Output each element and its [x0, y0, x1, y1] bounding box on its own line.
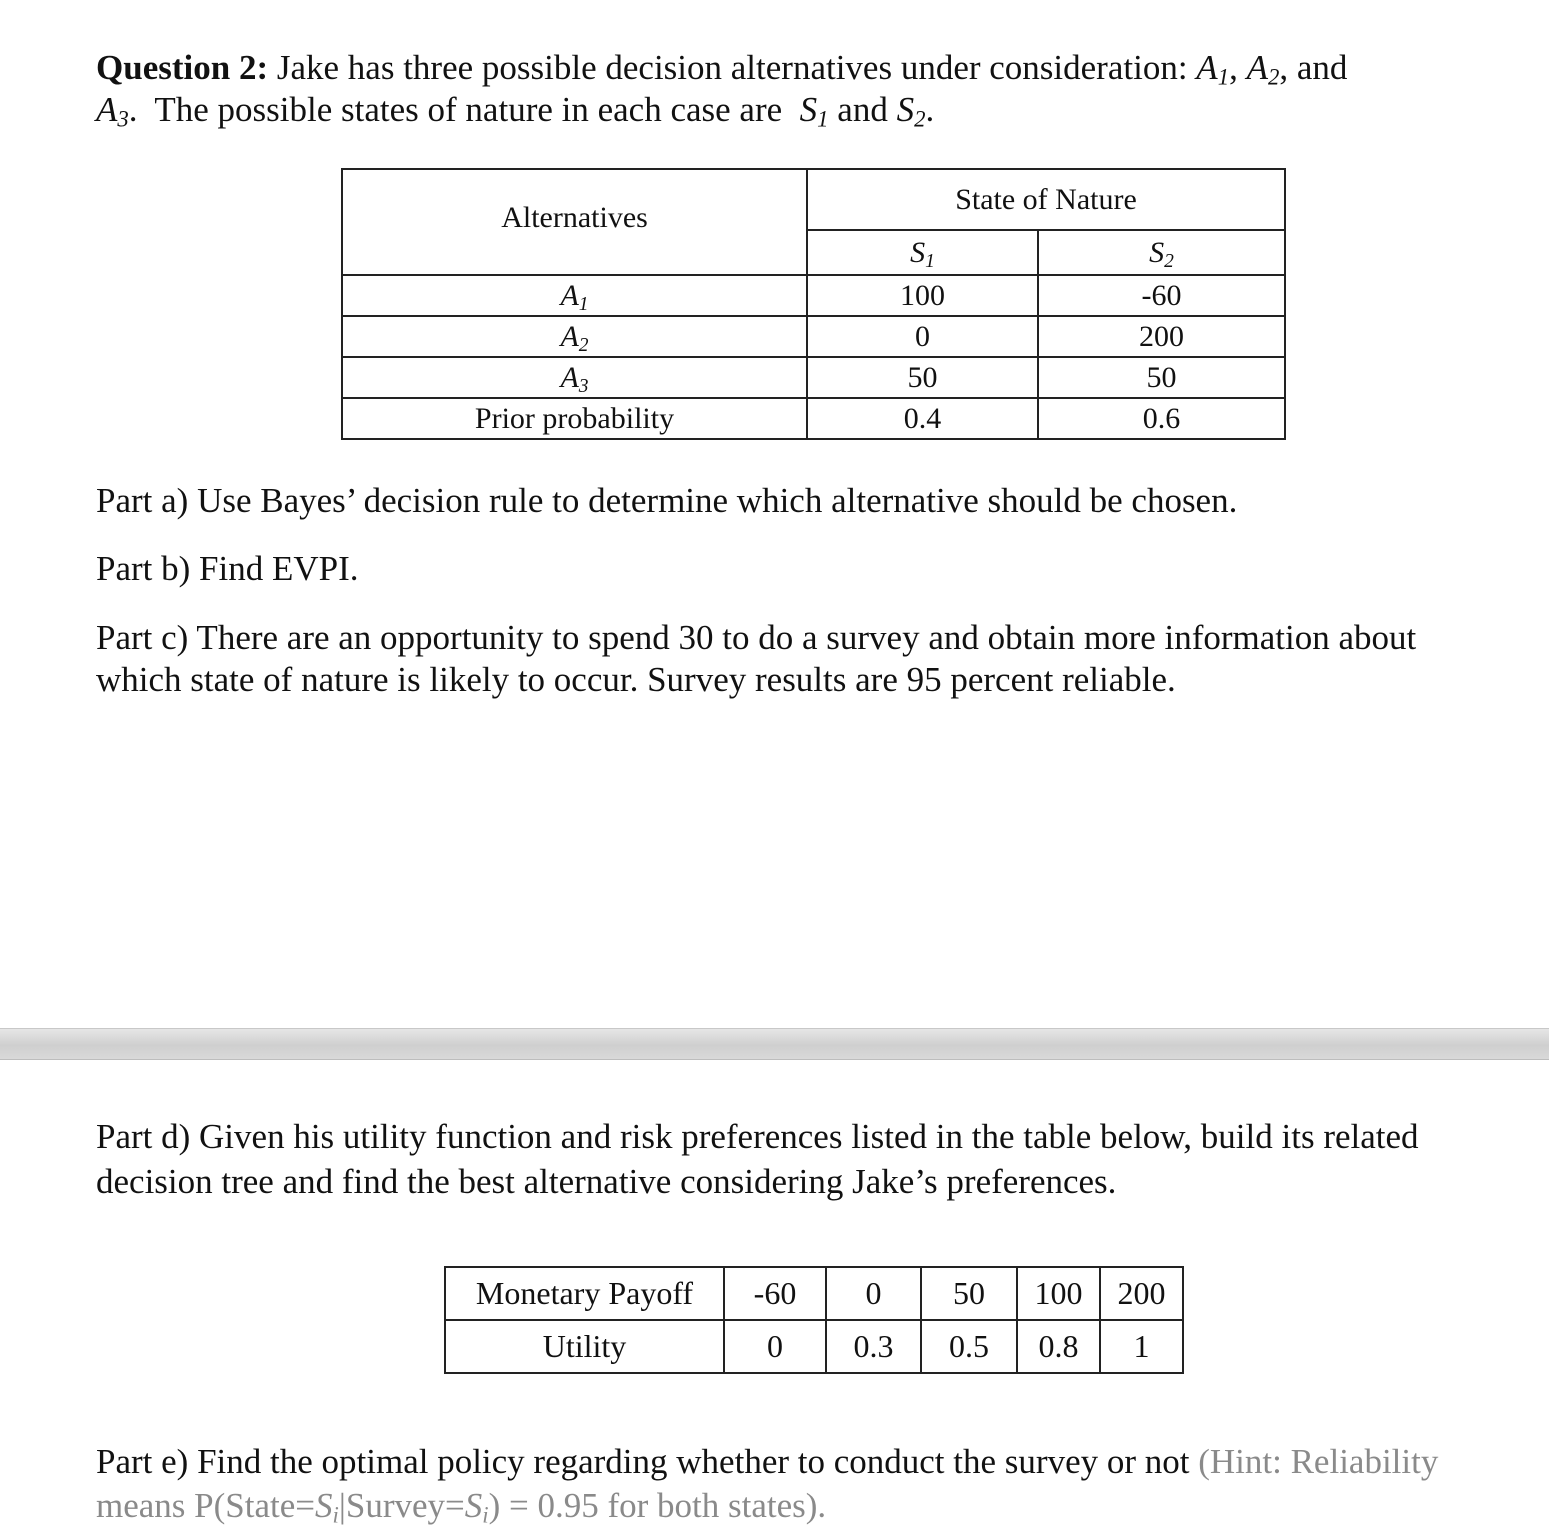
payoff-value: 100	[1017, 1267, 1100, 1320]
question-line-2	[96, 89, 934, 131]
table-row	[342, 357, 1285, 398]
part-b: Part b) Find EVPI.	[96, 549, 359, 588]
period: .	[925, 90, 935, 129]
conjunction: and	[828, 90, 897, 129]
section-divider	[0, 1028, 1549, 1060]
utility-table	[444, 1266, 1184, 1374]
alt-cell: $A_2$	[342, 316, 807, 357]
part-c-line-2: which state of nature is likely to occur. Survey results are 95 percent reliable.	[96, 660, 1176, 699]
payoff-cell: 50	[807, 357, 1038, 398]
question-label: Question 2:	[96, 48, 269, 87]
part-d-line-2: decision tree and find the best alternative considering Jake’s preferences.	[96, 1162, 1117, 1201]
payoff-cell: 200	[1038, 316, 1285, 357]
hint-text: means P(State=	[96, 1486, 316, 1525]
prior-probability-row	[342, 398, 1285, 439]
separator: , and	[1279, 48, 1348, 87]
state-si-symbol: $S_i$	[315, 1486, 339, 1528]
decision-payoff-table	[341, 168, 1286, 440]
payoff-value: 50	[921, 1267, 1017, 1320]
separator: ,	[1229, 48, 1247, 87]
payoff-cell: -60	[1038, 275, 1285, 316]
state-s1-symbol: $S_1$	[799, 90, 829, 132]
payoff-cell: 100	[807, 275, 1038, 316]
header-alternatives: Alternatives	[342, 169, 807, 275]
header-s2: $S_2$	[1038, 230, 1285, 275]
table-row	[342, 316, 1285, 357]
header-state-of-nature: State of Nature	[807, 169, 1285, 230]
part-e-line-2	[96, 1485, 826, 1527]
utility-label: Utility	[445, 1320, 724, 1373]
state-s2-symbol: $S_2$	[896, 90, 926, 132]
alt-cell: $A_1$	[342, 275, 807, 316]
payoff-cell: 50	[1038, 357, 1285, 398]
prior-label: Prior probability	[342, 398, 807, 439]
hint-text: ) = 0.95 for both states).	[488, 1486, 827, 1525]
utility-value: 0	[724, 1320, 826, 1373]
prior-s1: 0.4	[807, 398, 1038, 439]
alt-cell: $A_3$	[342, 357, 807, 398]
payoff-value: -60	[724, 1267, 826, 1320]
part-c-line-1: Part c) There are an opportunity to spend 30 to do a survey and obtain more information about	[96, 618, 1417, 657]
payoff-value: 200	[1100, 1267, 1183, 1320]
payoff-cell: 0	[807, 316, 1038, 357]
question-line-1	[96, 47, 1347, 89]
table-row	[445, 1320, 1183, 1373]
part-e-text: Part e) Find the optimal policy regarding whether to conduct the survey or not	[96, 1442, 1199, 1481]
part-e-hint: (Hint: Reliability	[1198, 1442, 1439, 1481]
alt-a1-symbol: $A_1$	[1196, 48, 1230, 90]
part-a: Part a) Use Bayes’ decision rule to determine which alternative should be chosen.	[96, 481, 1238, 520]
utility-value: 0.5	[921, 1320, 1017, 1373]
hint-text: |Survey=	[338, 1486, 465, 1525]
header-s1: $S_1$	[807, 230, 1038, 275]
table-row	[342, 275, 1285, 316]
monetary-payoff-label: Monetary Payoff	[445, 1267, 724, 1320]
survey-si-symbol: $S_i$	[464, 1486, 489, 1528]
utility-value: 0.8	[1017, 1320, 1100, 1373]
table-row	[445, 1267, 1183, 1320]
utility-value: 0.3	[826, 1320, 921, 1373]
question-text: Jake has three possible decision alternatives under consideration:	[268, 48, 1197, 87]
part-e-line-1	[96, 1441, 1438, 1483]
question-text-2: . The possible states of nature in each case are	[128, 90, 800, 129]
table-header-row	[342, 169, 1285, 230]
utility-value: 1	[1100, 1320, 1183, 1373]
alt-a2-symbol: $A_2$	[1246, 48, 1280, 90]
alt-a3-symbol: $A_3$	[96, 90, 129, 132]
prior-s2: 0.6	[1038, 398, 1285, 439]
part-d-line-1: Part d) Given his utility function and risk preferences listed in the table below, build its related	[96, 1117, 1419, 1156]
payoff-value: 0	[826, 1267, 921, 1320]
